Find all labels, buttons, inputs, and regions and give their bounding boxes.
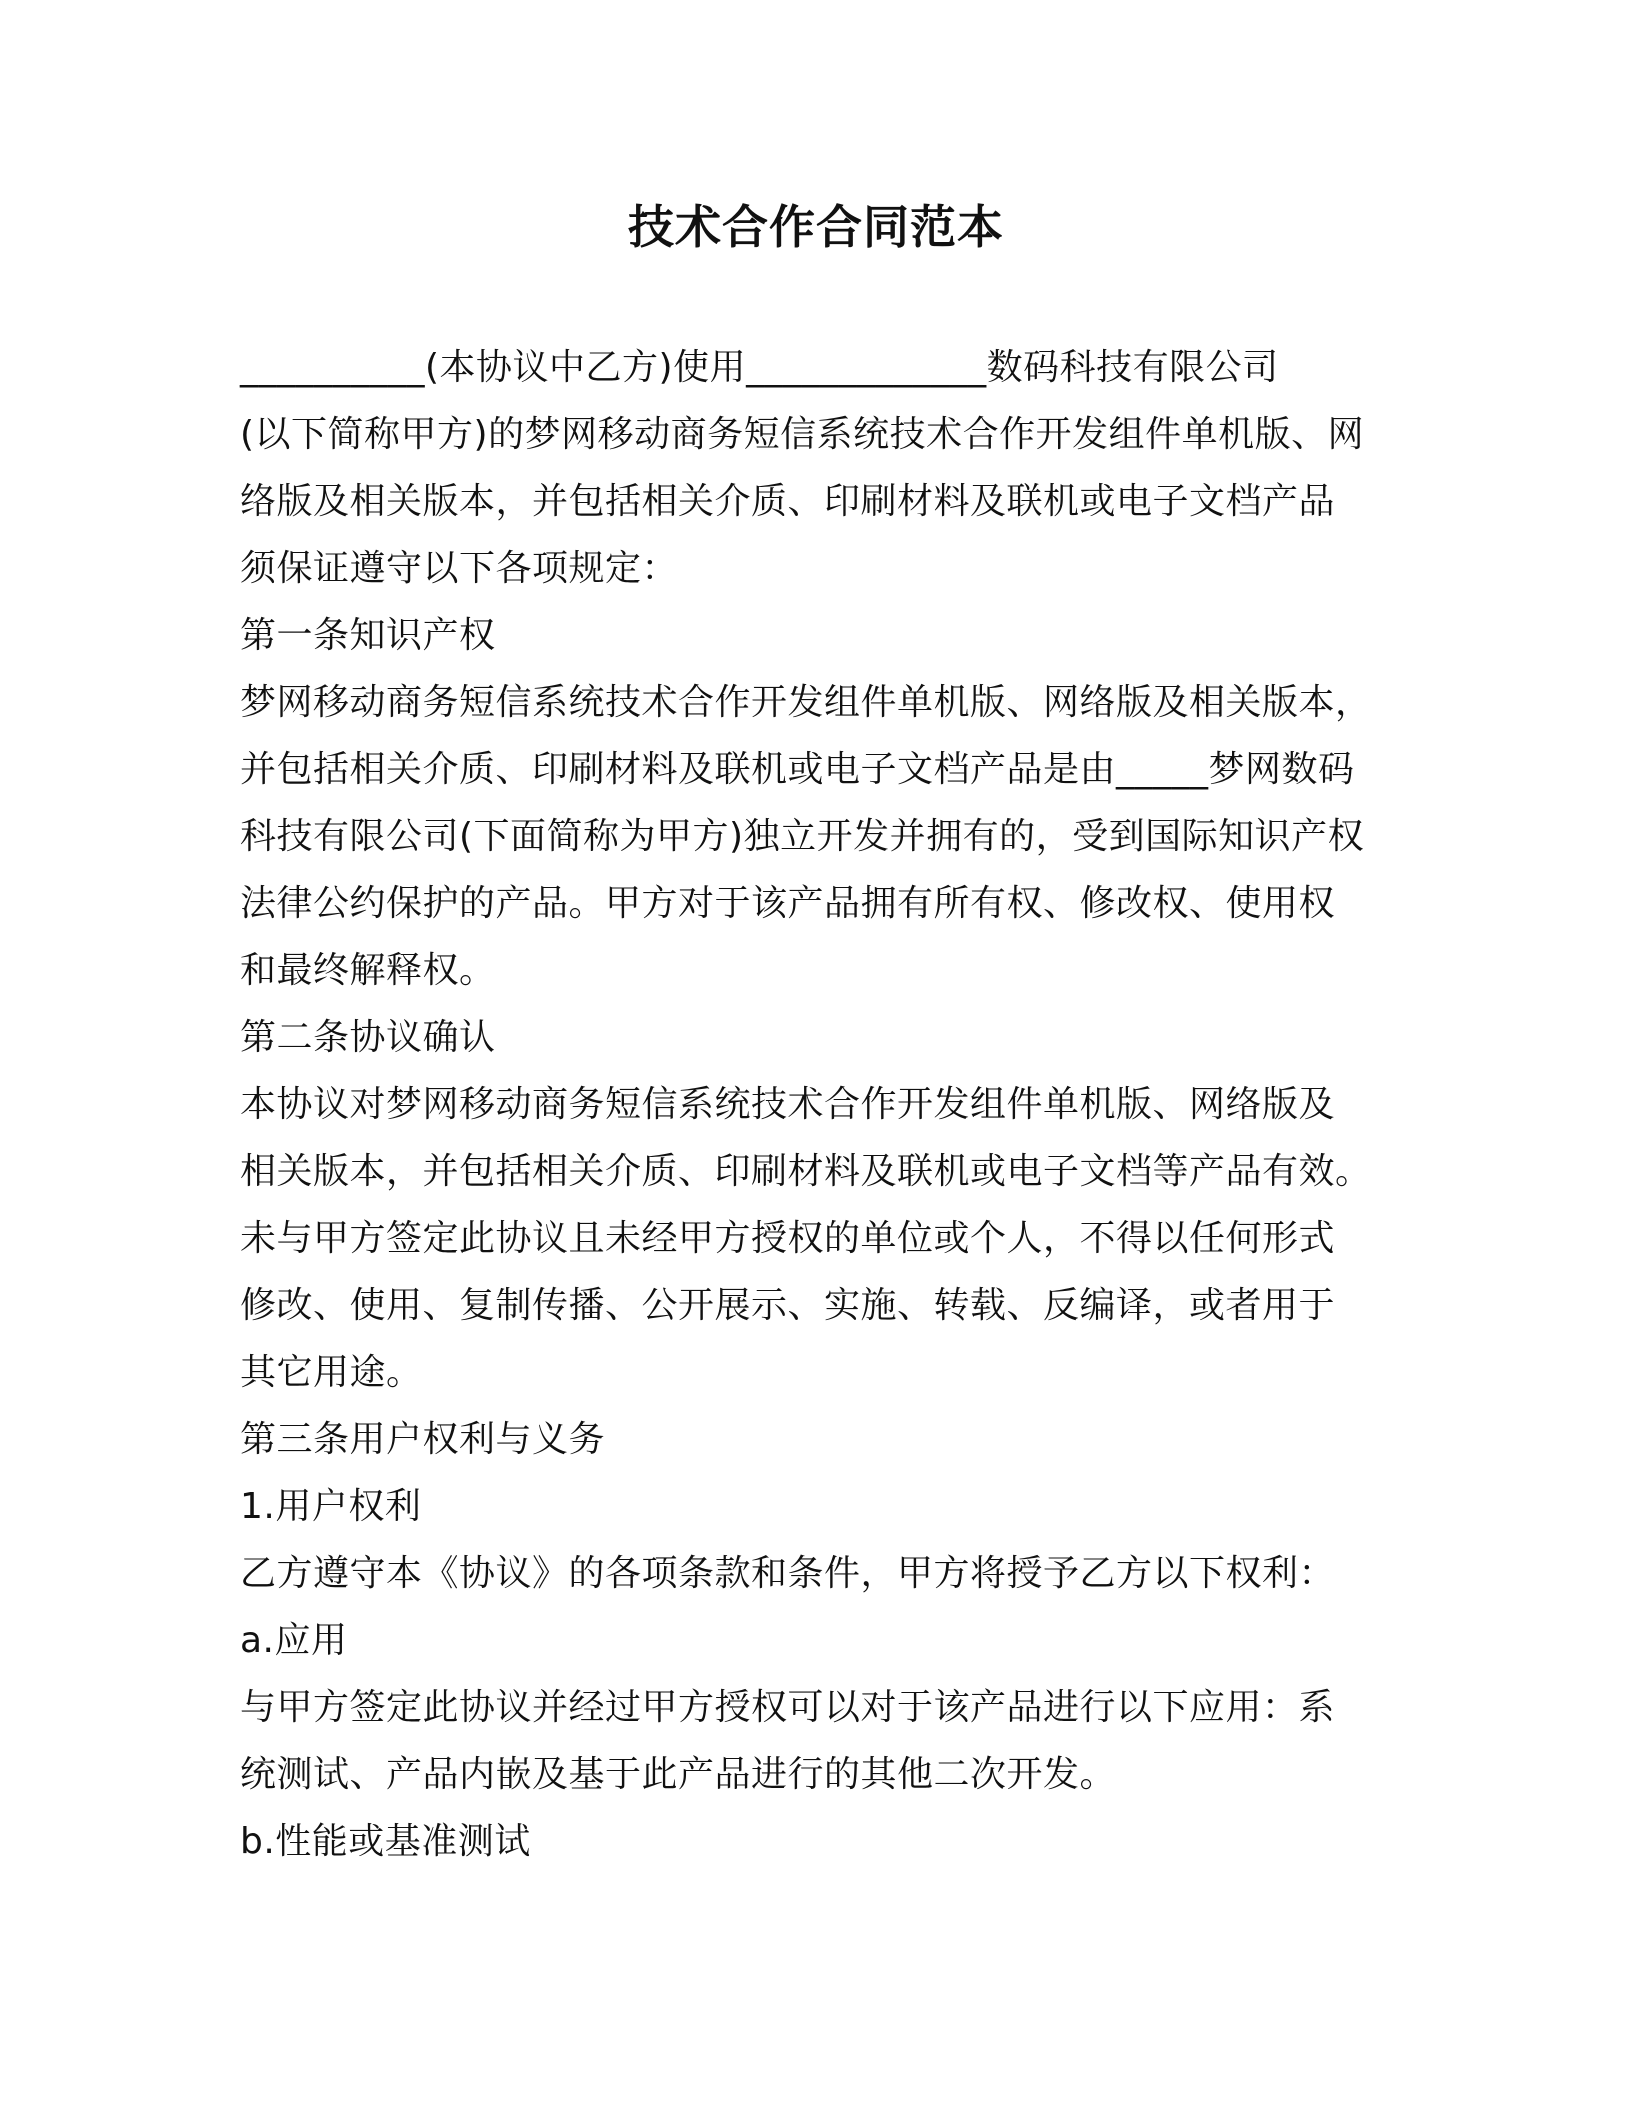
section-heading-1: 第一条知识产权 — [240, 615, 496, 656]
section-1-line-4: 法律公约保护的产品。甲方对于该产品拥有所有权、修改权、使用权 — [240, 883, 1336, 924]
section-1-line-5: 和最终解释权。 — [240, 950, 496, 991]
document-title: 技术合作合同范本 — [628, 200, 1004, 254]
section-2-line-3: 未与甲方签定此协议且未经甲方授权的单位或个人，不得以任何形式 — [240, 1218, 1336, 1259]
item-a-line-1: 与甲方签定此协议并经过甲方授权可以对于该产品进行以下应用：系 — [240, 1687, 1336, 1728]
section-1-line-3: 科技有限公司(下面简称为甲方)独立开发并拥有的，受到国际知识产权 — [240, 816, 1365, 857]
item-heading-a: a.应用 — [240, 1620, 348, 1661]
subsection-heading-user-rights: 1.用户权利 — [240, 1486, 422, 1527]
intro-line-2: (以下简称甲方)的梦网移动商务短信系统技术合作开发组件单机版、网 — [240, 414, 1365, 455]
item-heading-b: b.性能或基准测试 — [240, 1821, 531, 1862]
item-a-line-2: 统测试、产品内嵌及基于此产品进行的其他二次开发。 — [240, 1754, 1117, 1795]
section-heading-2: 第二条协议确认 — [240, 1017, 496, 1058]
section-2-line-5: 其它用途。 — [240, 1352, 423, 1393]
section-2-line-1: 本协议对梦网移动商务短信系统技术合作开发组件单机版、网络版及 — [240, 1084, 1336, 1125]
intro-line-3: 络版及相关版本，并包括相关介质、印刷材料及联机或电子文档产品 — [240, 481, 1336, 522]
section-2-line-2: 相关版本，并包括相关介质、印刷材料及联机或电子文档等产品有效。 — [240, 1151, 1372, 1192]
section-heading-3: 第三条用户权利与义务 — [240, 1419, 606, 1460]
user-rights-line-1: 乙方遵守本《协议》的各项条款和条件，甲方将授予乙方以下权利： — [240, 1553, 1336, 1594]
section-2-line-4: 修改、使用、复制传播、公开展示、实施、转载、反编译，或者用于 — [240, 1285, 1336, 1326]
section-1-line-1: 梦网移动商务短信系统技术合作开发组件单机版、网络版及相关版本， — [240, 682, 1372, 723]
intro-line-4: 须保证遵守以下各项规定： — [240, 548, 679, 589]
section-1-line-2: 并包括相关介质、印刷材料及联机或电子文档产品是由_____梦网数码 — [240, 749, 1355, 790]
intro-line-1: __________(本协议中乙方)使用_____________数码科技有限公司 — [240, 347, 1279, 388]
document-body — [240, 334, 1390, 1875]
